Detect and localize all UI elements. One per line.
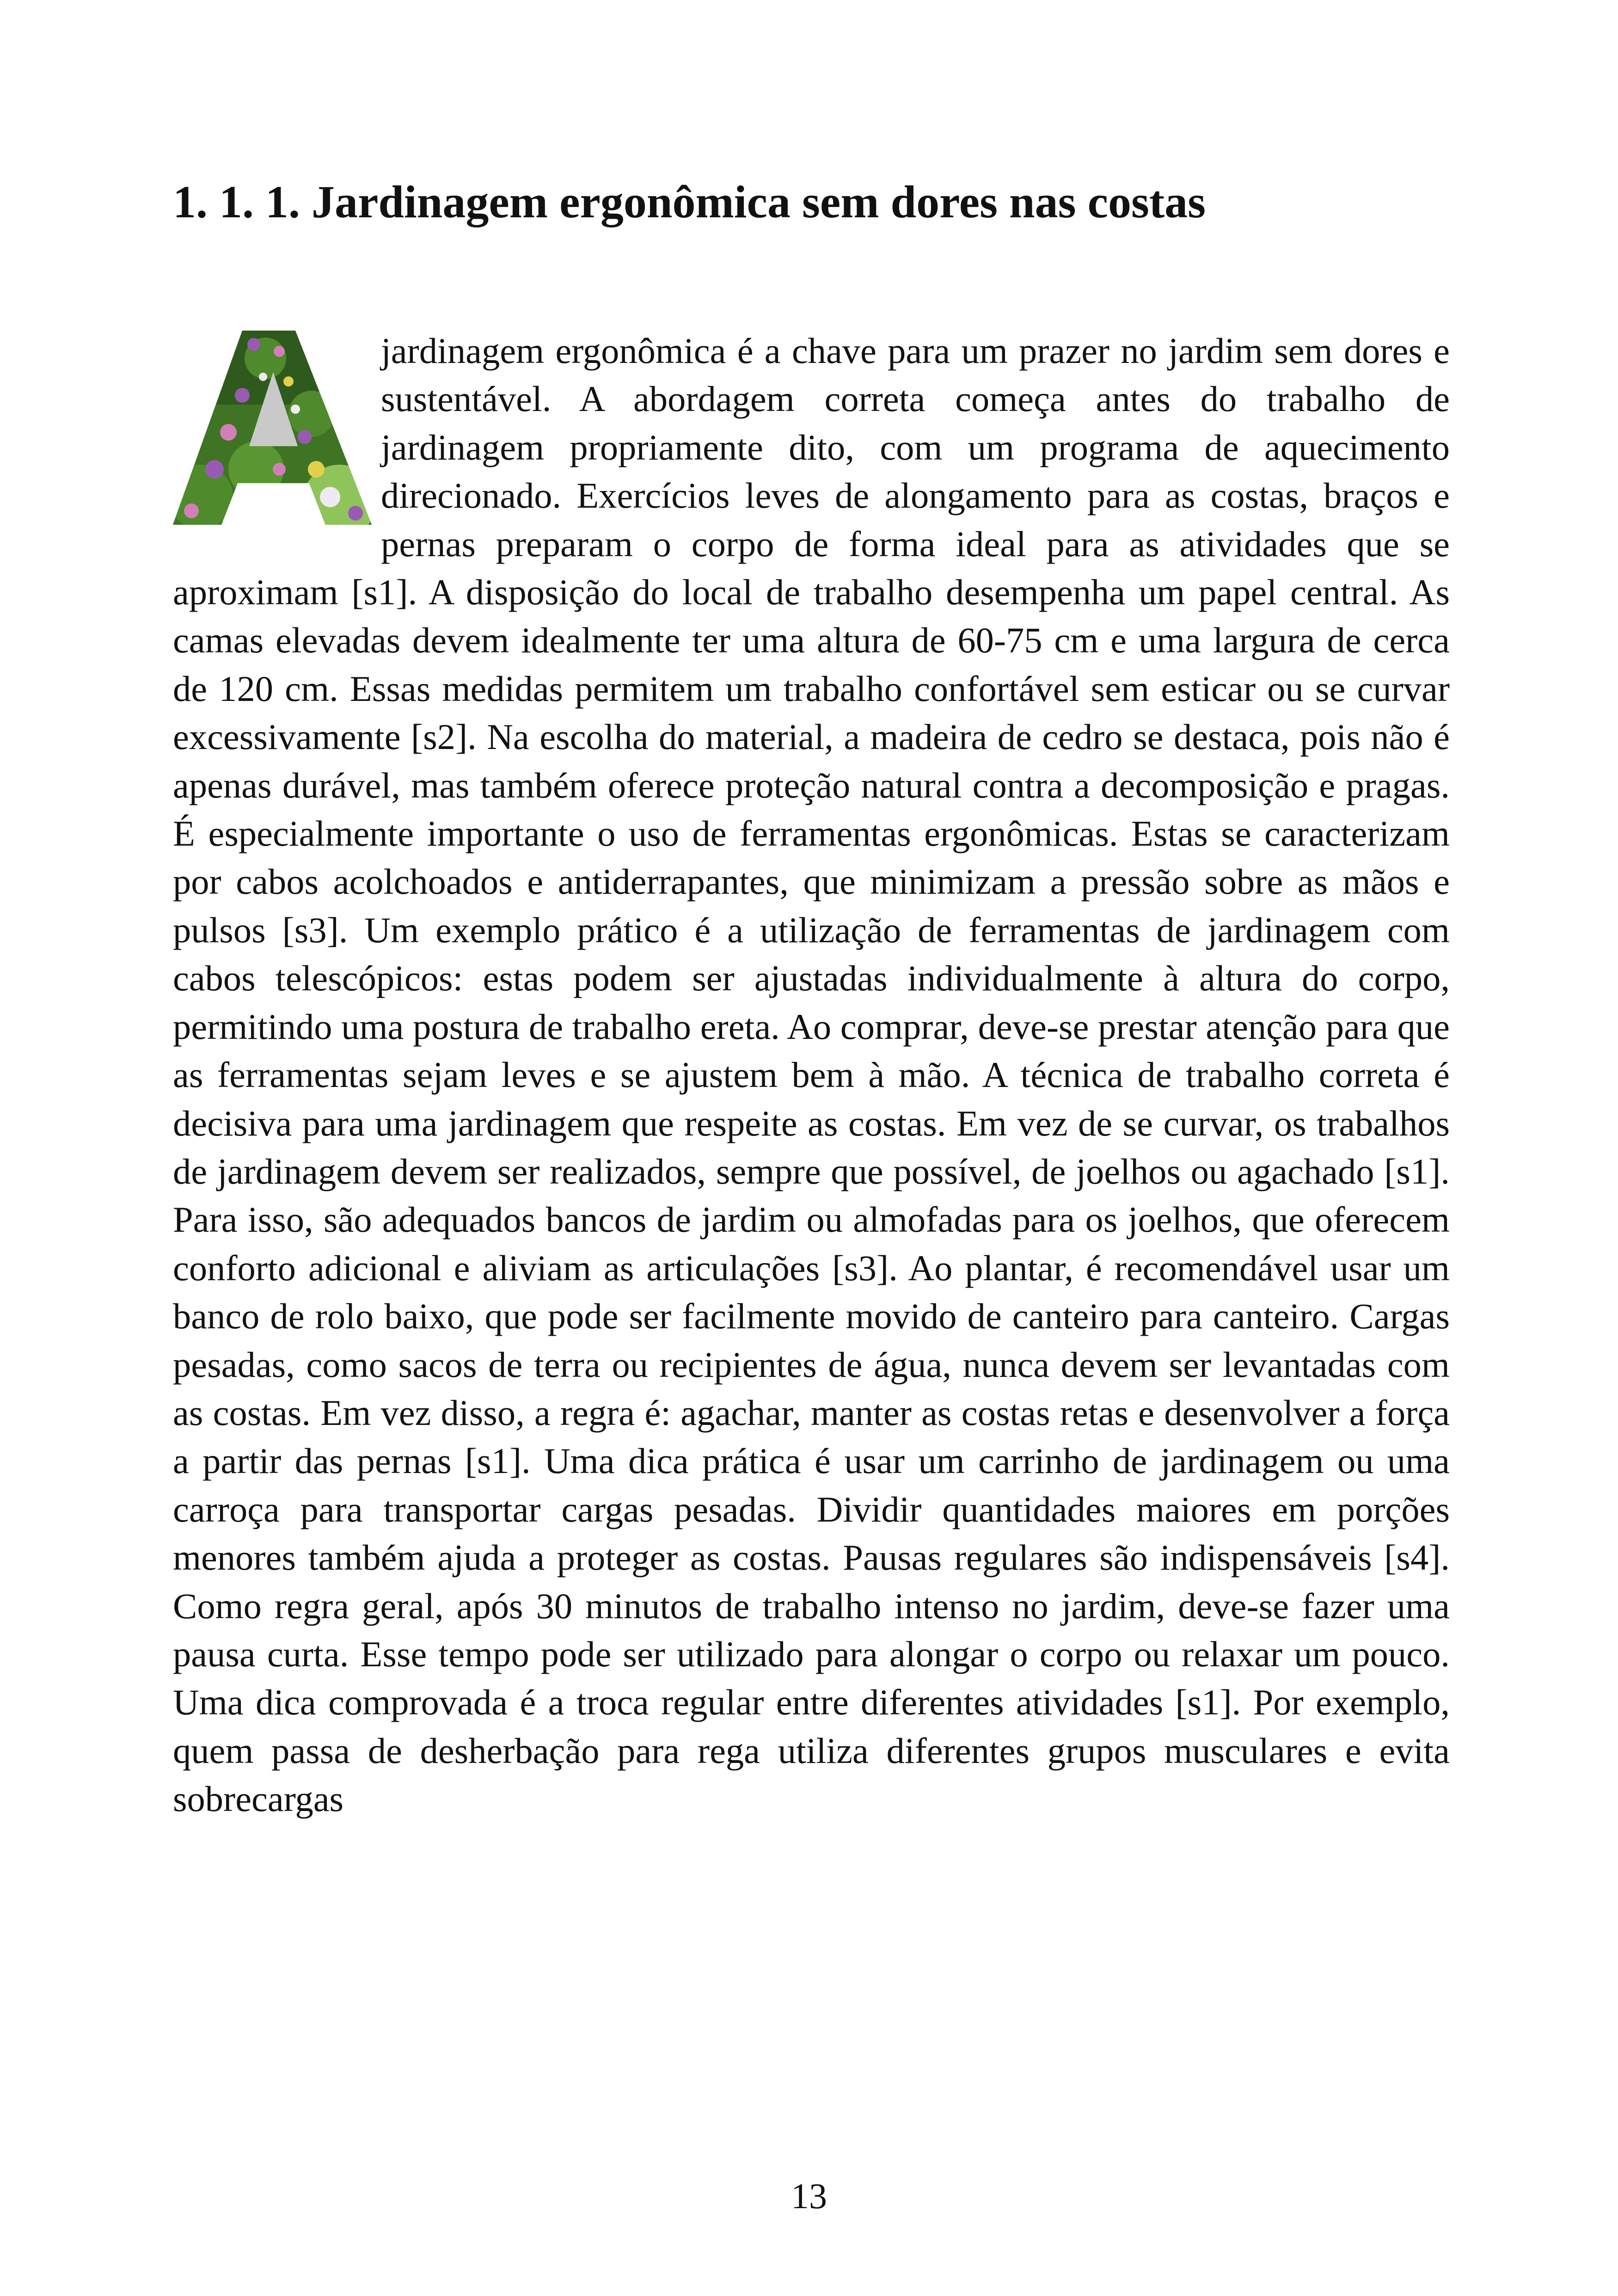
section-heading: 1. 1. 1. Jardinagem ergonômica sem dores nas costas [173, 176, 1206, 227]
paragraph-first-word: jardinagem [381, 331, 545, 371]
flower-filled-letter-a-image [173, 331, 372, 525]
page-number: 13 [791, 2176, 827, 2216]
dropcap-letter-a [173, 331, 372, 525]
body-paragraph [173, 327, 1450, 1823]
paragraph-text: ergonômica é a chave para um prazer no jardim sem dores e sustentável. A abordagem correta começa antes do trabalho de jardinagem propriamente dito, com um programa de aquecimento direcionado. Exercícios leves de alongamento para as costas, braços e pernas preparam o corpo de forma ideal para as atividades que se aproximam [s1]. A disposição do local de trabalho desempenha um papel central. As camas elevadas devem idealmente ter uma altura de 60-75 cm e uma largura de cerca de 120 cm. Essas medidas permitem um trabalho confortável sem esticar ou se curvar excessivamente [s2]. Na escolha do material, a madeira de cedro se destaca, pois não é apenas durável, mas também oferece proteção natural contra a decomposição e pragas. É especialmente importante o uso de ferramentas ergonômicas. Estas se caracterizam por cabos acolchoados e antiderrapantes, que minimizam a pressão sobre as mãos e pulsos [s3]. Um exemplo prático é a utilização de ferramentas de jardinagem com cabos telescópicos: estas podem ser ajustadas individualmente à altura do corpo, permitindo uma postura de trabalho ereta. Ao comprar, deve-se prestar atenção para que as ferramentas sejam leves e se ajustem bem à mão. A técnica de trabalho correta é decisiva para uma jardinagem que respeite as costas. Em vez de se curvar, os trabalhos de jardinagem devem ser realizados, sempre que possível, de joelhos ou agachado [s1]. Para isso, são adequados bancos de jardim ou almofadas para os joelhos, que oferecem conforto adicional e aliviam as articulações [s3]. Ao plantar, é recomendável usar um banco de rolo baixo, que pode ser facilmente movido de canteiro para canteiro. Cargas pesadas, como sacos de terra ou recipientes de água, nunca devem ser levantadas com as costas. Em vez disso, a regra é: agachar, manter as costas retas e desenvolver a força a partir das pernas [s1]. Uma dica prática é usar um carrinho de jardinagem ou uma carroça para transportar cargas pesadas. Dividir quantidades maiores em porções menores também ajuda a proteger as costas. Pausas regulares são indispensáveis [s4]. Como regra geral, após 30 minutos de trabalho intenso no jardim, deve-se fazer uma pausa curta. Esse tempo pode ser utilizado para alongar o corpo ou relaxar um pouco. Uma dica comprovada é a troca regular entre diferentes atividades [s1]. Por exemplo, quem passa de desherbação para rega utiliza diferentes grupos musculares e evita sobrecargas [173, 331, 1450, 1819]
